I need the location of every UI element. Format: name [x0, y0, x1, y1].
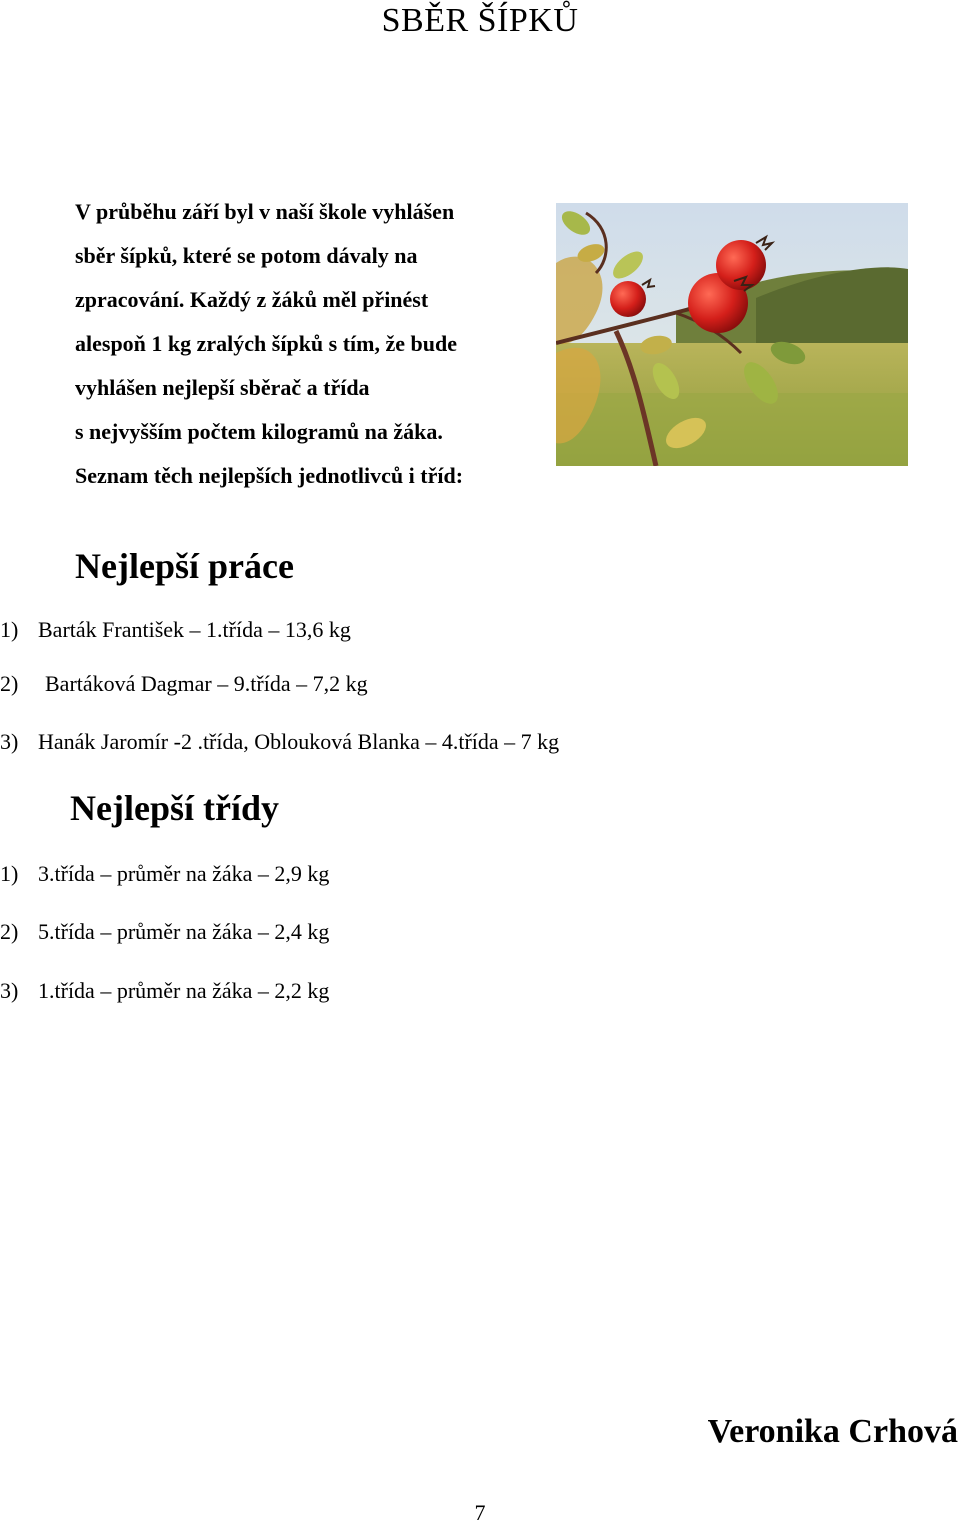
intro-line: V průběhu září byl v naší škole vyhlášen	[75, 199, 455, 224]
intro-paragraph	[75, 190, 535, 498]
list-text: Bartáková Dagmar – 9.třída – 7,2 kg	[45, 671, 368, 696]
list-text: 5.třída – průměr na žáka – 2,4 kg	[38, 919, 330, 944]
list-item	[0, 918, 329, 946]
list-text: 1.třída – průměr na žáka – 2,2 kg	[38, 978, 330, 1003]
intro-line: sběr šípků, které se potom dávaly na	[75, 243, 418, 268]
rosehip-photo	[556, 203, 908, 466]
list-number: 3)	[0, 729, 19, 754]
best-classes-heading: Nejlepší třídy	[70, 788, 279, 828]
list-text: Barták František – 1.třída – 13,6 kg	[38, 617, 351, 642]
intro-line: zpracování. Každý z žáků měl přinést	[75, 287, 429, 312]
page-number: 7	[474, 1500, 486, 1525]
list-item	[0, 860, 329, 888]
list-item	[0, 670, 368, 698]
intro-line: Seznam těch nejlepších jednotlivců i tříd:	[75, 463, 464, 488]
list-item	[0, 977, 329, 1005]
author-signature: Veronika Crhová	[707, 1413, 958, 1450]
intro-line: s nejvyšším počtem kilogramů na žáka.	[75, 419, 443, 444]
list-number: 3)	[0, 978, 19, 1003]
list-number: 2)	[0, 919, 19, 944]
list-number: 2)	[0, 671, 19, 696]
page-title: SBĚR ŠÍPKŮ	[381, 2, 579, 39]
list-text: 3.třída – průměr na žáka – 2,9 kg	[38, 861, 330, 886]
list-number: 1)	[0, 861, 19, 886]
list-item	[0, 616, 351, 644]
intro-line: vyhlášen nejlepší sběrač a třída	[75, 375, 370, 400]
best-work-heading: Nejlepší práce	[75, 546, 294, 586]
rosehip-branch-photo-icon	[556, 203, 908, 466]
list-text: Hanák Jaromír -2 .třída, Oblouková Blanka – 4.třída – 7 kg	[38, 729, 560, 754]
list-number: 1)	[0, 617, 19, 642]
list-item	[0, 728, 559, 756]
intro-line: alespoň 1 kg zralých šípků s tím, že bude	[75, 331, 457, 356]
